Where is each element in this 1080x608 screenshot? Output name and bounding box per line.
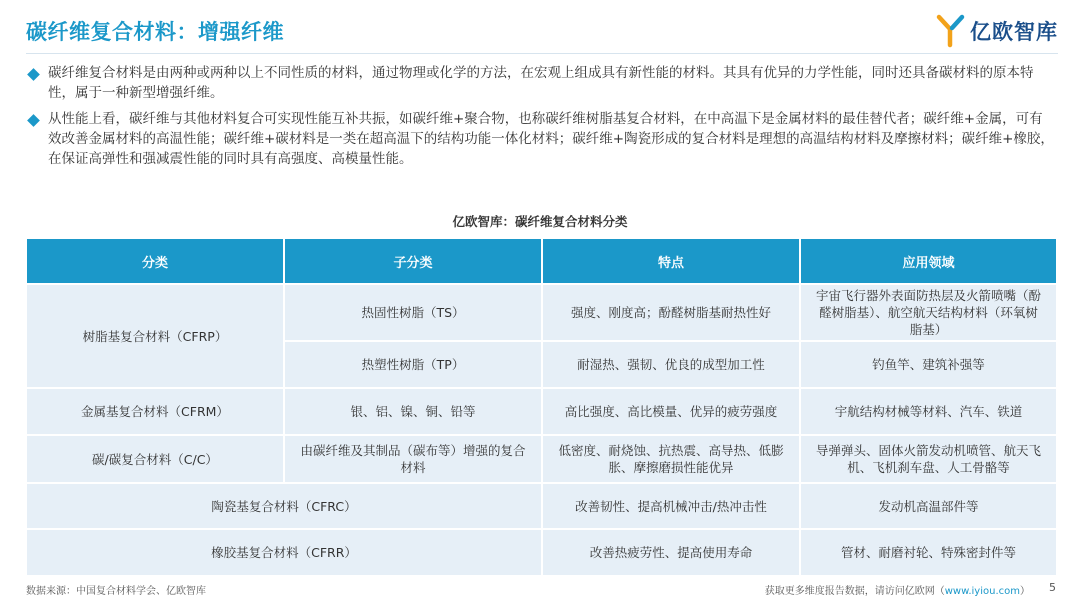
intro-bullets [26, 63, 1054, 175]
application-cell: 宇宙飞行器外表面防热层及火箭喷嘴（酚醛树脂基）、航空航天结构材料（环氧树脂基） [800, 284, 1057, 341]
application-cell: 钓鱼竿、建筑补强等 [800, 341, 1057, 388]
subcategory-cell: 热固性树脂（TS） [284, 284, 542, 341]
page-number: 5 [1049, 581, 1056, 594]
feature-cell: 改善热疲劳性、提高使用寿命 [542, 529, 800, 576]
table-caption: 亿欧智库：碳纤维复合材料分类 [452, 214, 628, 229]
bullet-item [26, 109, 1054, 169]
table-row [26, 435, 1057, 483]
category-cell: 碳/碳复合材料（C/C） [26, 435, 284, 483]
subcategory-cell: 由碳纤维及其制品（碳布等）增强的复合材料 [284, 435, 542, 483]
category-cell: 陶瓷基复合材料（CFRC） [26, 483, 542, 529]
table-header-row [26, 238, 1057, 284]
bullet-text: 碳纤维复合材料是由两种或两种以上不同性质的材料，通过物理或化学的方法，在宏观上组成具有新性能的材料。其具有优异的力学性能，同时还具备碳材料的原本特性，属于一种新型增强纤维。 [48, 65, 1034, 101]
table-row [26, 483, 1057, 529]
subcategory-cell: 热塑性树脂（TP） [284, 341, 542, 388]
footer-more-text: 获取更多维度报告数据，请访问亿欧网（ [764, 586, 945, 597]
feature-cell: 耐湿热、强韧、优良的成型加工性 [542, 341, 800, 388]
application-cell: 发动机高温部件等 [800, 483, 1057, 529]
table-row [26, 388, 1057, 435]
table-row [26, 529, 1057, 576]
classification-table [25, 237, 1058, 577]
logo-text: 亿欧智库 [970, 20, 1058, 44]
category-cell: 树脂基复合材料（CFRP） [26, 284, 284, 388]
application-cell: 管材、耐磨衬轮、特殊密封件等 [800, 529, 1057, 576]
feature-cell: 强度、刚度高；酚醛树脂基耐热性好 [542, 284, 800, 341]
footer-more-close: ） [1020, 586, 1030, 597]
brand-logo [936, 13, 1058, 49]
feature-cell: 低密度、耐烧蚀、抗热震、高导热、低膨胀、摩擦磨损性能优异 [542, 435, 800, 483]
header-category: 分类 [26, 238, 284, 284]
category-cell: 金属基复合材料（CFRM） [26, 388, 284, 435]
application-cell: 宇航结构材械等材料、汽车、铁道 [800, 388, 1057, 435]
application-cell: 导弹弹头、固体火箭发动机喷管、航天飞机、飞机刹车盘、人工骨骼等 [800, 435, 1057, 483]
data-source: 数据来源：中国复合材料学会、亿欧智库 [26, 586, 206, 597]
header-feature: 特点 [542, 238, 800, 284]
bullet-text: 从性能上看，碳纤维与其他材料复合可实现性能互补共振，如碳纤维+聚合物，也称碳纤维树脂基复合材料，在中高温下是金属材料的最佳替代者；碳纤维+金属，可有效改善金属材料的高温性能；碳纤维+碳材料是一类在超高温下的结构功能一体化材料；碳纤维+陶瓷形成的复合材料是理想的高温结构材料及摩擦材料；碳纤维+橡胶，在保证高弹性和强减震性能的同时具有高强度、高模量性能。 [48, 111, 1054, 167]
feature-cell: 高比强度、高比模量、优异的疲劳强度 [542, 388, 800, 435]
footer-website-link[interactable]: www.iyiou.com [944, 586, 1020, 597]
table-row [26, 284, 1057, 341]
diamond-bullet-icon [27, 68, 40, 81]
bullet-item [26, 63, 1054, 103]
header-subcategory: 子分类 [284, 238, 542, 284]
feature-cell: 改善韧性、提高机械冲击/热冲击性 [542, 483, 800, 529]
category-cell: 橡胶基复合材料（CFRR） [26, 529, 542, 576]
page-title: 碳纤维复合材料：增强纤维 [26, 20, 284, 44]
diamond-bullet-icon [27, 114, 40, 127]
subcategory-cell: 银、铝、镍、铜、铅等 [284, 388, 542, 435]
yiou-logo-icon [936, 14, 966, 48]
header-application: 应用领域 [800, 238, 1057, 284]
footer-more-info [765, 582, 1030, 597]
title-divider [26, 53, 1058, 54]
